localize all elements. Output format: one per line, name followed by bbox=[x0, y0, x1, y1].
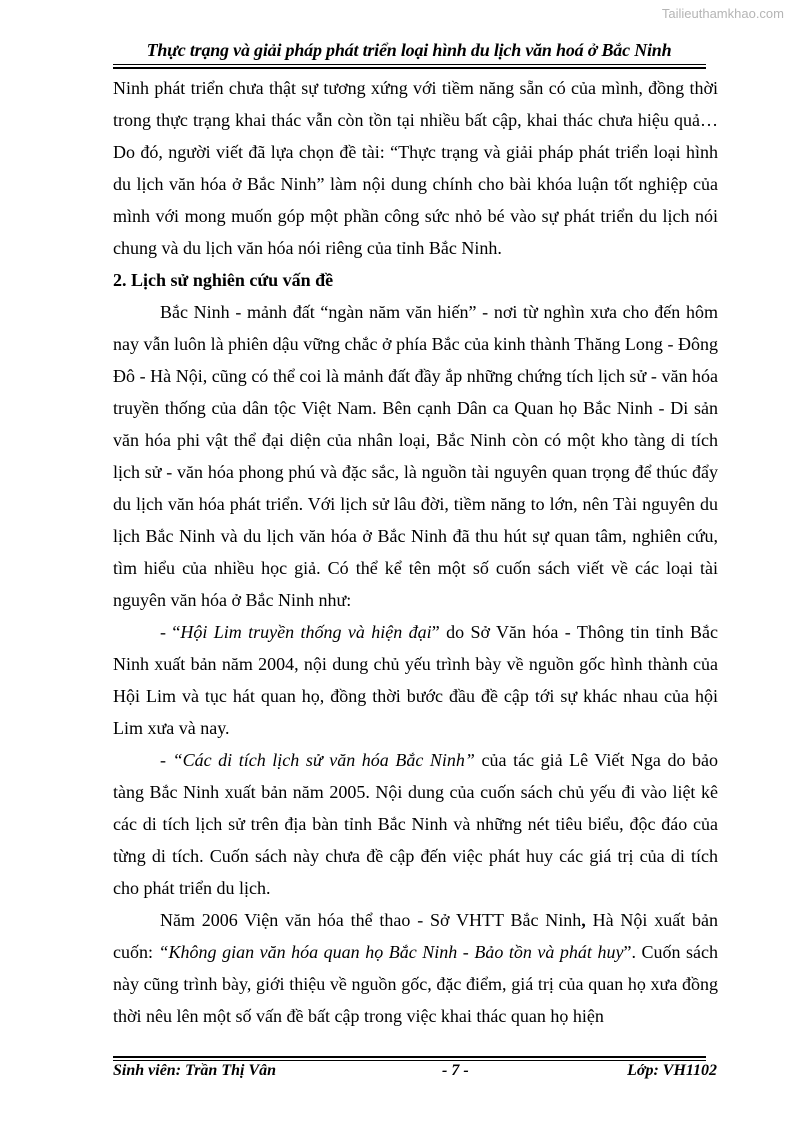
book-title: “Các di tích lịch sử văn hóa Bắc Ninh” bbox=[172, 750, 475, 770]
header-rule-thin bbox=[113, 64, 706, 65]
header-rule-thick bbox=[113, 67, 706, 69]
book-item-di-tich bbox=[113, 744, 718, 904]
footer-student: Sinh viên: Trần Thị Vân bbox=[113, 1062, 277, 1079]
item-description: của tác giả Lê Viết Nga do bảo tàng Bắc Ninh xuất bản năm 2005. Nội dung của cuốn sách chủ yếu đi vào liệt kê các di tích lịch sử trên địa bàn tỉnh Bắc Ninh và những nét tiêu biểu, độc đáo của từng di tích. Cuốn sách này chưa đề cập đến việc phát huy các giá trị của di tích cho phát triển du lịch. bbox=[113, 750, 719, 898]
item-prefix: - “ bbox=[160, 622, 181, 642]
page-number: - 7 - bbox=[442, 1062, 469, 1079]
item-description: ” do Sở Văn hóa - Thông tin tỉnh Bắc Ninh xuất bản năm 2004, nội dung chủ yếu trình bày về nguồn gốc hình thành của Hội Lim và tục hát quan họ, đồng thời bước đầu đề cập tới sự khác nhau của hội Lim xưa và nay. bbox=[113, 622, 718, 738]
running-header: Thực trạng và giải pháp phát triển loại hình du lịch văn hoá ở Bắc Ninh bbox=[146, 40, 672, 60]
paragraph-history: Bắc Ninh - mảnh đất “ngàn năm văn hiến” - nơi từ nghìn xưa cho đến hôm nay vẫn luôn là phiên dậu vững chắc ở phía Bắc của kinh thành Thăng Long - Đông Đô - Hà Nội, cũng có thể coi là mảnh đất đầy ắp những chứng tích lịch sử - văn hóa truyền thống của dân tộc Việt Nam. Bên cạnh Dân ca Quan họ Bắc Ninh - Di sản văn hóa phi vật thể đại diện của nhân loại, Bắc Ninh còn có một kho tàng di tích lịch sử - văn hóa phong phú và đặc sắc, là nguồn tài nguyên quan trọng để thúc đẩy du lịch văn hóa phát triển. Với lịch sử lâu đời, tiềm năng to lớn, nên Tài nguyên du lịch Bắc Ninh và du lịch văn hóa ở Bắc Ninh đã thu hút sự quan tâm, nghiên cứu, tìm hiểu của nhiều học giả. Có thể kể tên một số cuốn sách viết về các loại tài nguyên văn hóa ở Bắc Ninh như: bbox=[113, 302, 718, 610]
footer-class: Lớp: VH1102 bbox=[627, 1062, 717, 1079]
footer-rule-thin bbox=[113, 1060, 706, 1061]
bold-comma: , bbox=[581, 910, 586, 930]
footer-rule-thick bbox=[113, 1056, 706, 1058]
page-body bbox=[113, 72, 718, 1032]
item-prefix: - bbox=[160, 750, 173, 770]
paragraph-rest: ”. Cuốn sách này cũng trình bày, giới thiệu về nguồn gốc, đặc điểm, giá trị của quan họ xưa đồng thời nêu lên một số vấn đề bất cập trong việc khai thác quan họ hiện bbox=[113, 942, 718, 1026]
book-title: “Không gian văn hóa quan họ Bắc Ninh - Bảo tồn và phát huy bbox=[158, 942, 624, 962]
book-item-hoi-lim bbox=[113, 616, 718, 744]
paragraph-middle: Hà Nội xuất bản cuốn: bbox=[113, 910, 718, 962]
page-footer bbox=[113, 1062, 717, 1086]
watermark: Tailieuthamkhao.com bbox=[661, 6, 784, 21]
paragraph-quan-ho bbox=[113, 904, 718, 1032]
section-heading: 2. Lịch sử nghiên cứu vấn đề bbox=[113, 270, 334, 290]
book-title: Hội Lim truyền thống và hiện đại bbox=[180, 622, 432, 642]
intro-paragraph: Ninh phát triển chưa thật sự tương xứng với tiềm năng sẵn có của mình, đồng thời trong thực trạng khai thác vẫn còn tồn tại nhiều bất cập, khai thác chưa hiệu quả… Do đó, người viết đã lựa chọn đề tài: “Thực trạng và giải pháp phát triển loại hình du lịch văn hóa ở Bắc Ninh” làm nội dung chính cho bài khóa luận tốt nghiệp của mình với mong muốn góp một phần công sức nhỏ bé vào sự phát triển du lịch nói chung và du lịch văn hóa nói riêng của tỉnh Bắc Ninh. bbox=[113, 78, 718, 258]
paragraph-start: Năm 2006 Viện văn hóa thể thao - Sở VHTT Bắc Ninh bbox=[160, 910, 582, 930]
